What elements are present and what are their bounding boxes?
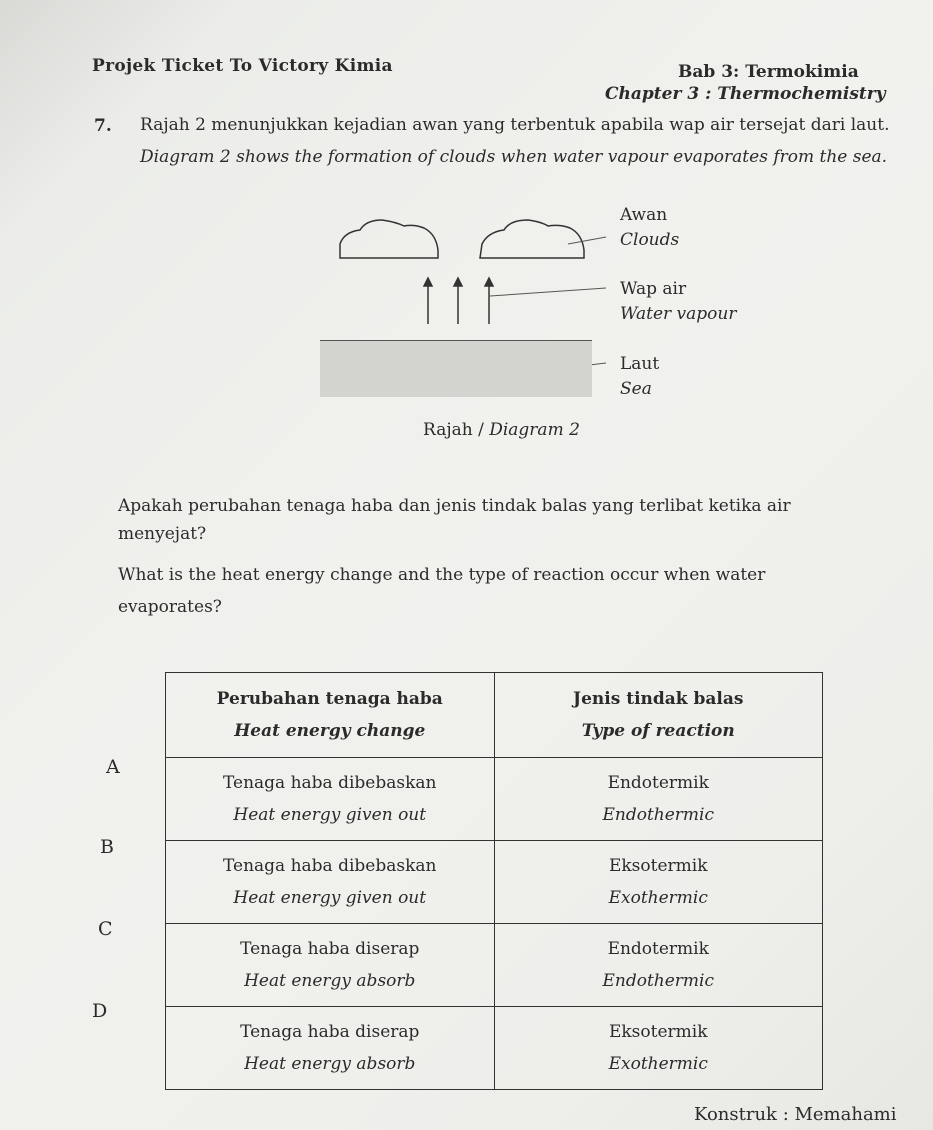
header-reaction-type bbox=[494, 673, 823, 758]
vapour-arrows bbox=[424, 278, 493, 324]
prompt-ms-line1: Apakah perubahan tenaga haba dan jenis tindak balas yang terlibat ketika air bbox=[118, 496, 791, 516]
cell-heat-en: Heat energy absorb bbox=[244, 1054, 416, 1074]
sea-block bbox=[320, 340, 592, 397]
cell-type-en: Exothermic bbox=[608, 1054, 708, 1074]
table-row-option-d[interactable] bbox=[166, 1007, 823, 1090]
cell-heat bbox=[166, 924, 495, 1007]
cell-heat bbox=[166, 841, 495, 924]
option-letter-c[interactable]: C bbox=[98, 918, 113, 940]
label-sea-ms: Laut bbox=[620, 354, 660, 374]
option-letter-b[interactable]: B bbox=[100, 836, 114, 858]
cell-type-en: Endothermic bbox=[602, 971, 715, 991]
header-type-en: Type of reaction bbox=[581, 721, 735, 741]
diagram-caption bbox=[423, 420, 580, 440]
option-letter-a[interactable]: A bbox=[106, 756, 120, 778]
header-heat-en: Heat energy change bbox=[234, 721, 426, 741]
question-number: 7. bbox=[94, 116, 112, 136]
prompt-en-line2: evaporates? bbox=[118, 597, 222, 617]
caption-ms: Rajah / bbox=[423, 420, 490, 440]
cell-type bbox=[494, 758, 823, 841]
header-heat-energy bbox=[166, 673, 495, 758]
cell-heat-en: Heat energy given out bbox=[233, 888, 427, 908]
clouds-pointer-line bbox=[568, 237, 606, 244]
cell-heat-en: Heat energy given out bbox=[233, 805, 427, 825]
cell-type bbox=[494, 924, 823, 1007]
header-chapter-ms: Bab 3: Termokimia bbox=[678, 62, 859, 82]
header-type-ms: Jenis tindak balas bbox=[573, 689, 744, 709]
table-row-option-c[interactable] bbox=[166, 924, 823, 1007]
cell-heat-ms: Tenaga haba diserap bbox=[240, 939, 420, 959]
label-vapour-ms: Wap air bbox=[620, 279, 687, 299]
question-text-en: Diagram 2 shows the formation of clouds when water vapour evaporates from the sea. bbox=[140, 147, 888, 167]
cell-type bbox=[494, 841, 823, 924]
cell-heat bbox=[166, 758, 495, 841]
question-text-ms: Rajah 2 menunjukkan kejadian awan yang terbentuk apabila wap air tersejat dari laut. bbox=[140, 115, 890, 135]
label-clouds-ms: Awan bbox=[620, 205, 668, 225]
label-sea-en: Sea bbox=[620, 379, 652, 399]
label-vapour-en: Water vapour bbox=[620, 304, 737, 324]
cell-type-en: Endothermic bbox=[602, 805, 715, 825]
cloud-left-shape bbox=[340, 220, 438, 258]
cell-heat-ms: Tenaga haba diserap bbox=[240, 1022, 420, 1042]
construct-label: Konstruk : Memahami bbox=[694, 1104, 897, 1125]
cloud-right-shape bbox=[480, 220, 584, 258]
prompt-en-line1: What is the heat energy change and the type of reaction occur when water bbox=[118, 565, 766, 585]
cell-type-ms: Endotermik bbox=[607, 939, 709, 959]
cell-type-en: Exothermic bbox=[608, 888, 708, 908]
caption-en: Diagram 2 bbox=[489, 420, 580, 440]
cell-heat bbox=[166, 1007, 495, 1090]
table-header-row bbox=[166, 673, 823, 758]
cell-heat-ms: Tenaga haba dibebaskan bbox=[223, 773, 437, 793]
cell-type bbox=[494, 1007, 823, 1090]
table-row-option-b[interactable] bbox=[166, 841, 823, 924]
table-row-option-a[interactable] bbox=[166, 758, 823, 841]
cell-type-ms: Endotermik bbox=[607, 773, 709, 793]
vapour-pointer-line bbox=[490, 288, 606, 296]
prompt-ms-line2: menyejat? bbox=[118, 524, 207, 544]
label-clouds-en: Clouds bbox=[620, 230, 680, 250]
cell-heat-en: Heat energy absorb bbox=[244, 971, 416, 991]
cell-type-ms: Eksotermik bbox=[608, 1022, 708, 1042]
cell-type-ms: Eksotermik bbox=[608, 856, 708, 876]
header-project-title: Projek Ticket To Victory Kimia bbox=[92, 56, 393, 76]
answer-table bbox=[165, 672, 823, 1090]
header-chapter-en: Chapter 3 : Thermochemistry bbox=[605, 84, 886, 104]
header-heat-ms: Perubahan tenaga haba bbox=[216, 689, 443, 709]
cell-heat-ms: Tenaga haba dibebaskan bbox=[223, 856, 437, 876]
option-letter-d[interactable]: D bbox=[92, 1000, 108, 1022]
